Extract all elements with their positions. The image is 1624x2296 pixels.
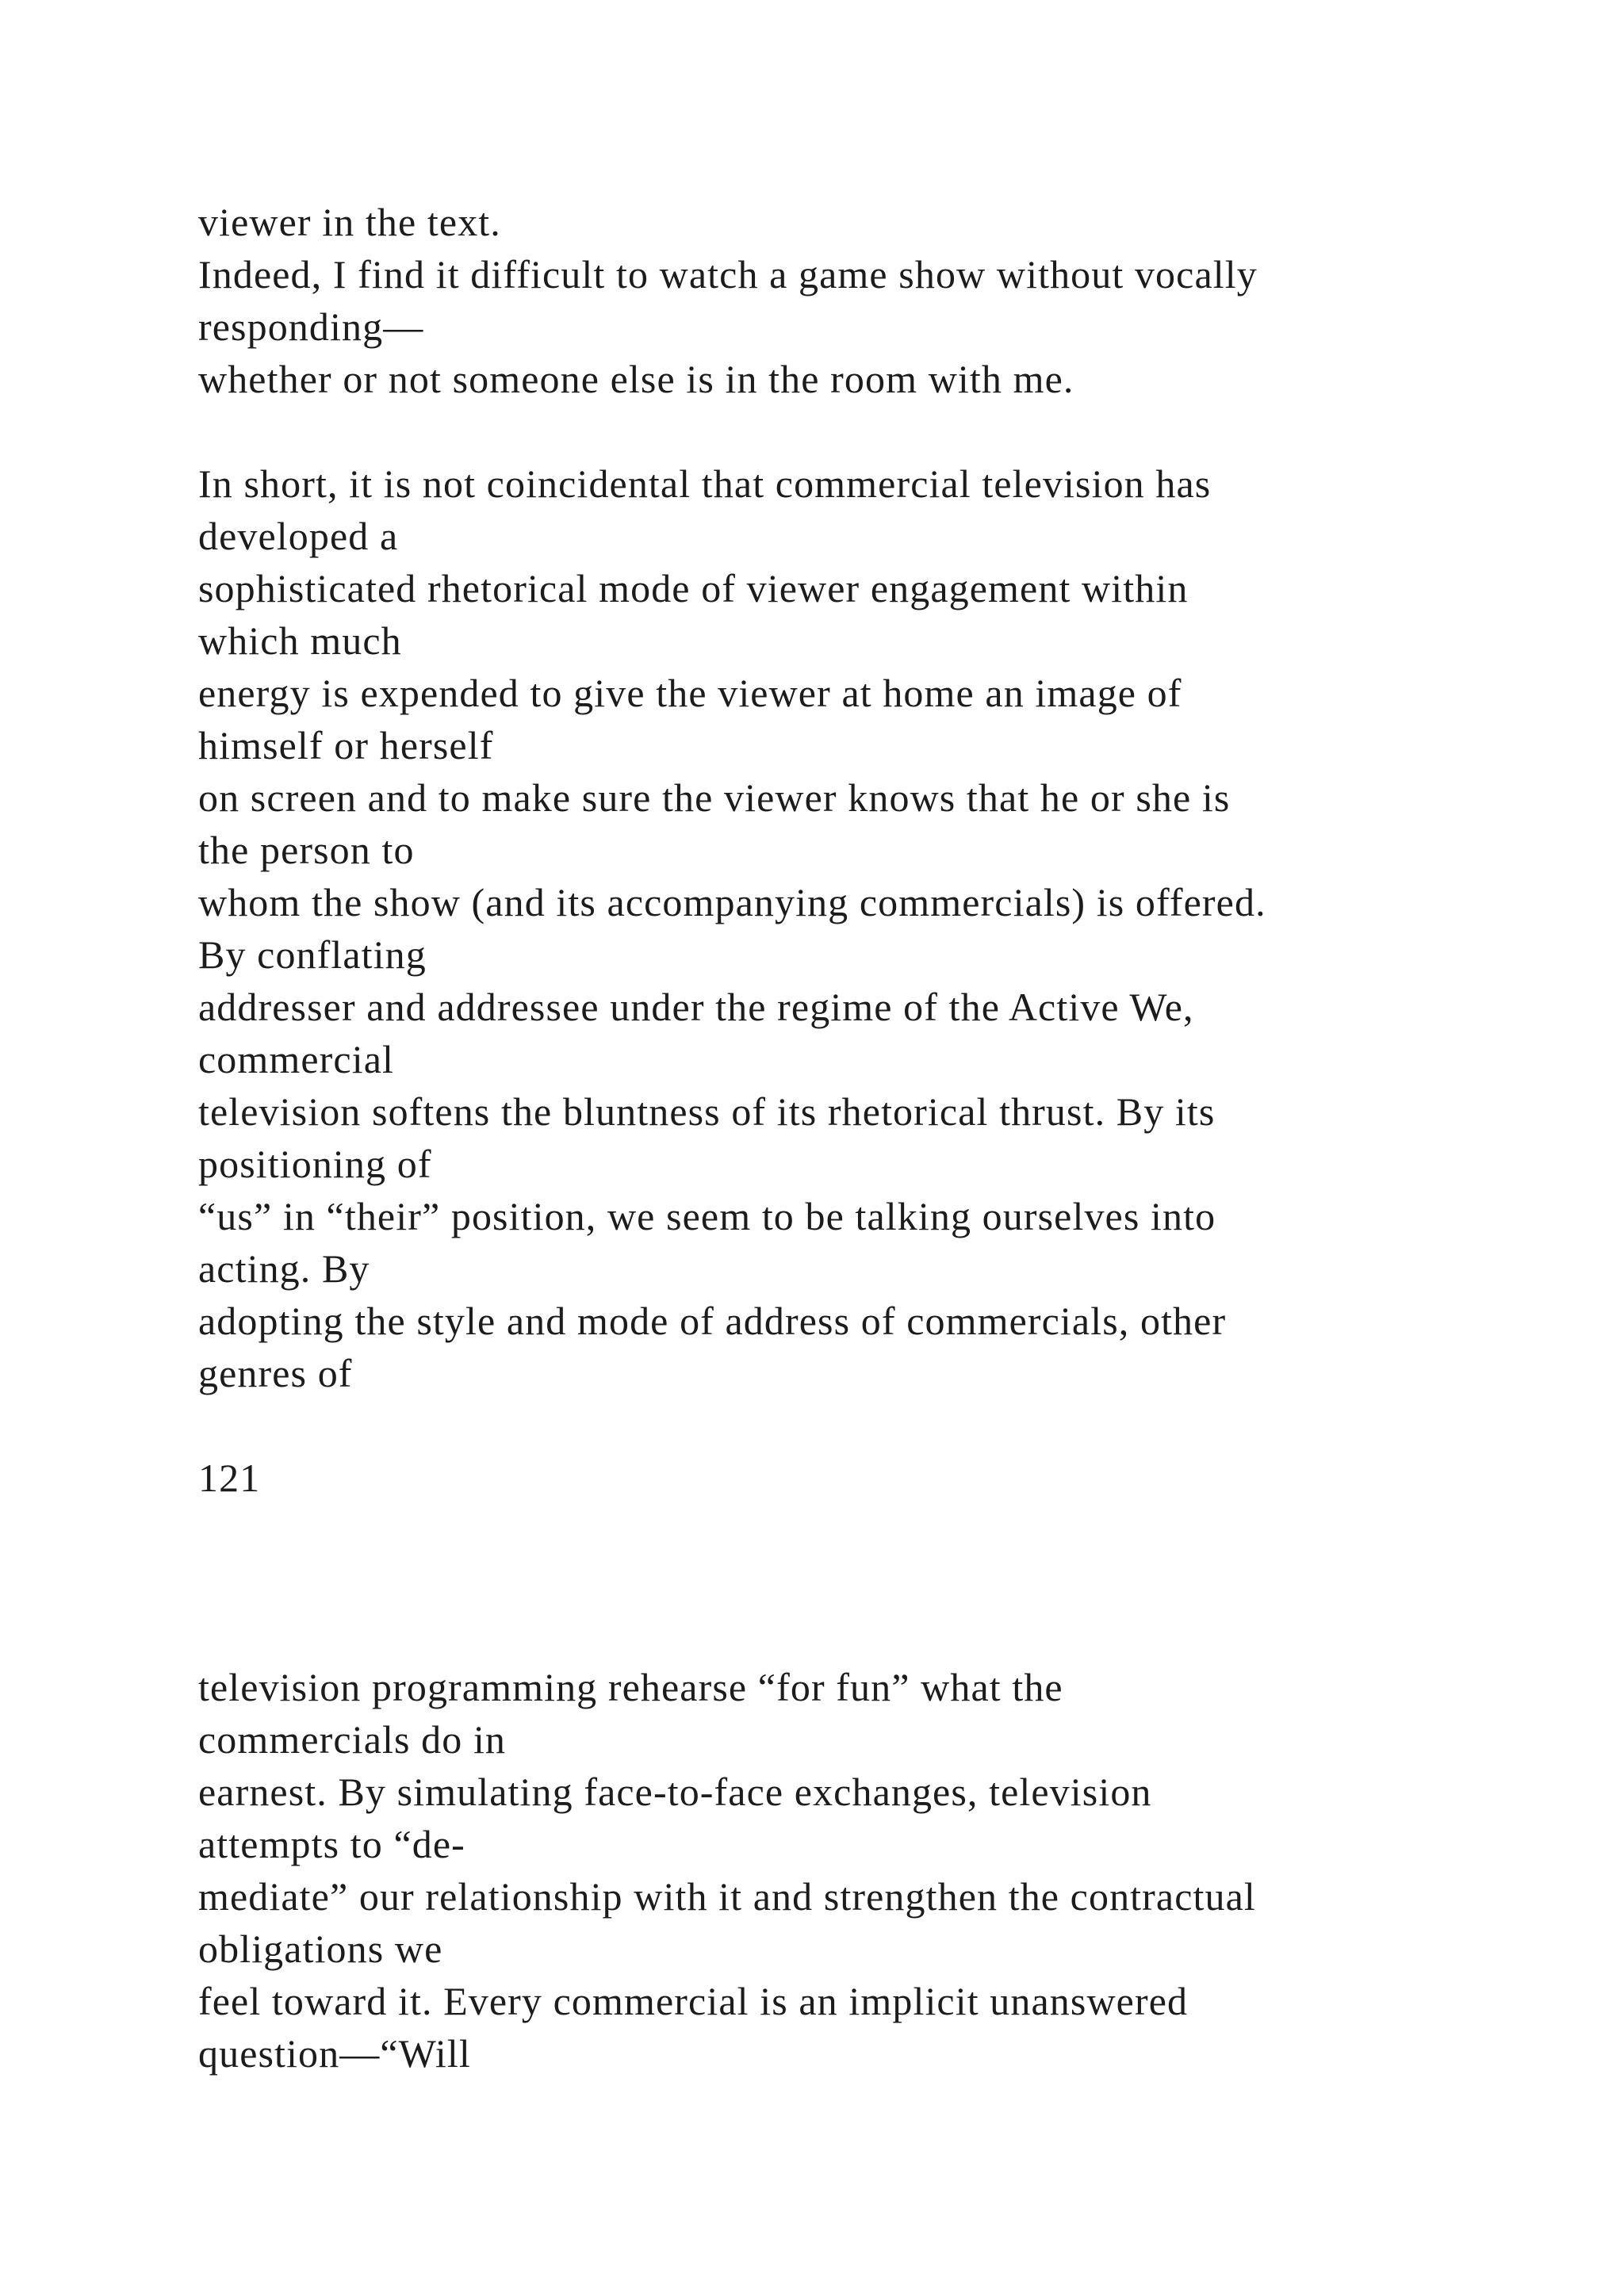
text-line: addresser and addressee under the regime of the Active We, xyxy=(198,985,1194,1029)
text-line: the person to xyxy=(198,828,415,872)
text-line: whether or not someone else is in the room with me. xyxy=(198,357,1074,401)
text-line: sophisticated rhetorical mode of viewer engagement within xyxy=(198,566,1189,610)
text-line: responding— xyxy=(198,304,424,349)
text-line: commercials do in xyxy=(198,1717,507,1762)
text-line: whom the show (and its accompanying commercials) is offered. xyxy=(198,880,1266,924)
text-line: commercial xyxy=(198,1037,394,1081)
text-line: attempts to “de- xyxy=(198,1822,465,1866)
text-line: genres of xyxy=(198,1351,353,1395)
text-line: television softens the bluntness of its rhetorical thrust. By its xyxy=(198,1089,1216,1134)
text-line: energy is expended to give the viewer at home an image of xyxy=(198,671,1182,715)
text-line: television programming rehearse “for fun” what the xyxy=(198,1665,1063,1709)
text-line: Indeed, I find it difficult to watch a game show without vocally xyxy=(198,252,1258,297)
text-line: earnest. By simulating face-to-face exchanges, television xyxy=(198,1770,1152,1814)
text-line: In short, it is not coincidental that commercial television has xyxy=(198,461,1212,506)
text-line: positioning of xyxy=(198,1142,432,1186)
text-line: himself or herself xyxy=(198,723,494,767)
text-line: obligations we xyxy=(198,1927,443,1971)
text-line: developed a xyxy=(198,514,399,558)
text-line: on screen and to make sure the viewer knows that he or she is xyxy=(198,775,1231,820)
text-line: adopting the style and mode of address of commercials, other xyxy=(198,1299,1227,1343)
text-line: feel toward it. Every commercial is an implicit unanswered xyxy=(198,1979,1189,2023)
text-line: acting. By xyxy=(198,1246,370,1291)
text-line: “us” in “their” position, we seem to be talking ourselves into xyxy=(198,1194,1216,1238)
text-line: viewer in the text. xyxy=(198,200,501,244)
text-line: By conflating xyxy=(198,932,427,977)
text-line: question—“Will xyxy=(198,2031,471,2076)
text-line: which much xyxy=(198,618,402,663)
text-line: mediate” our relationship with it and strengthen the contractual xyxy=(198,1874,1256,1919)
page-number: 121 xyxy=(198,1456,261,1500)
